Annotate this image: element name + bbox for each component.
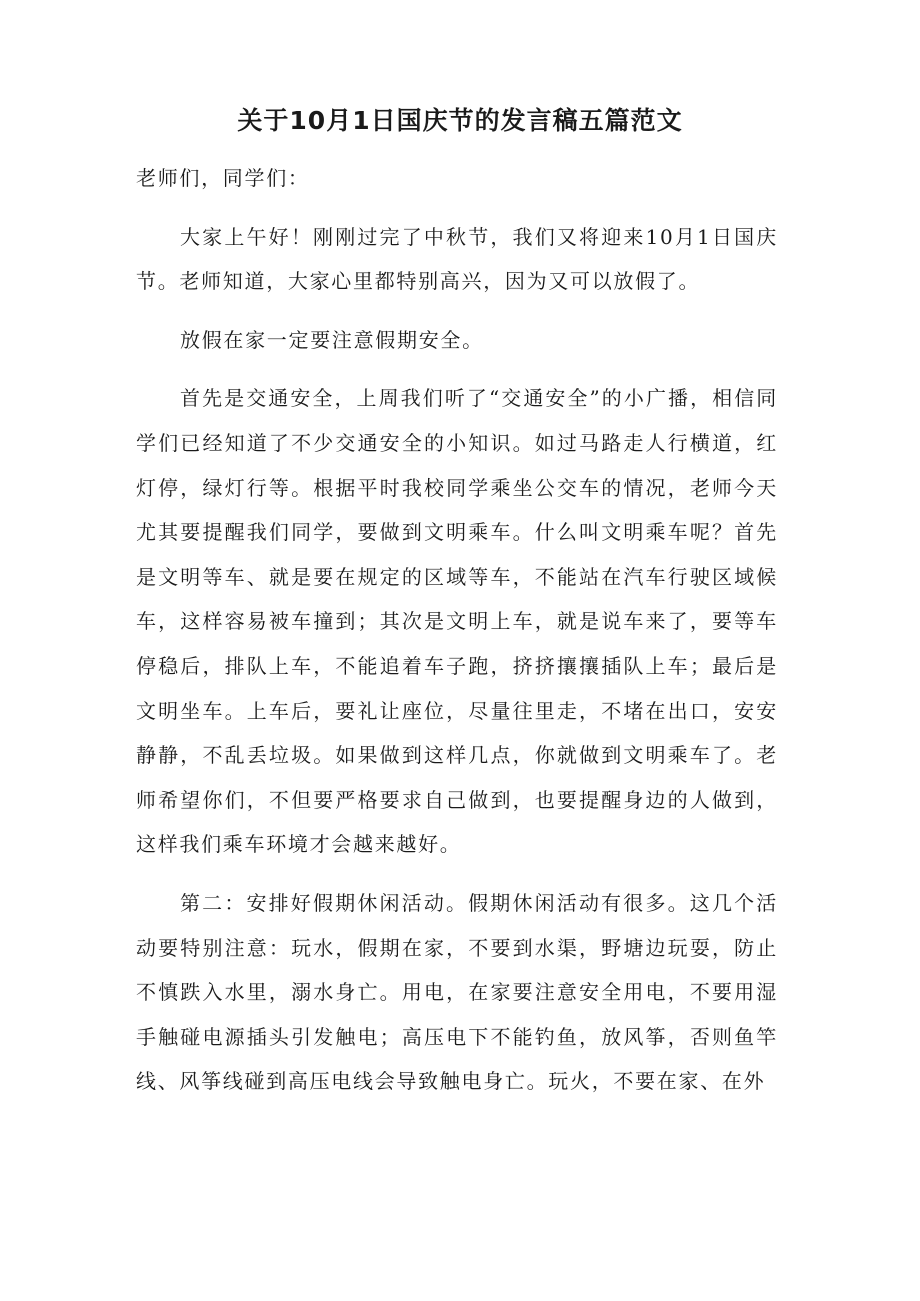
paragraph-traffic-safety: 首先是交通安全，上周我们听了“交通安全”的小广播，相信同学们已经知道了不少交通安全的小知识。如过马路走人行横道，红灯停，绿灯行等。根据平时我校同学乘坐公交车的情况，老师今天尤其要提醒我们同学，要做到文明乘车。什么叫文明乘车呢？首先是文明等车、就是要在规定的区域等车，不能站在汽车行驶区域候车，这样容易被车撞到；其次是文明上车，就是说车来了，要等车停稳后，排队上车，不能追着车子跑，挤挤攘攘插队上车；最后是文明坐车。上车后，要礼让座位，尽量往里走，不堵在出口，安安静静，不乱丢垃圾。如果做到这样几点，你就做到文明乘车了。老师希望你们，不但要严格要求自己做到，也要提醒身边的人做到，这样我们乘车环境才会越来越好。 xyxy=(136,386,778,857)
paragraph-greeting: 大家上午好！刚刚过完了中秋节，我们又将迎来10月1日国庆节。老师知道，大家心里都特别高兴，因为又可以放假了。 xyxy=(136,224,778,294)
paragraph-leisure-activities: 第二：安排好假期休闲活动。假期休闲活动有很多。这几个活动要特别注意：玩水，假期在家，不要到水渠，野塘边玩耍，防止不慎跌入水里，溺水身亡。用电，在家要注意安全用电，不要用湿手触碰电源插头引发触电；高压电下不能钓鱼，放风筝，否则鱼竿线、风筝线碰到高压电线会导致触电身亡。玩火，不要在家、在外 xyxy=(136,890,778,1094)
paragraph-holiday-safety: 放假在家一定要注意假期安全。 xyxy=(180,327,484,352)
salutation: 老师们，同学们： xyxy=(136,166,310,190)
document-title: 关于10月1日国庆节的发言稿五篇范文 xyxy=(237,106,683,135)
document-body xyxy=(136,156,778,1118)
